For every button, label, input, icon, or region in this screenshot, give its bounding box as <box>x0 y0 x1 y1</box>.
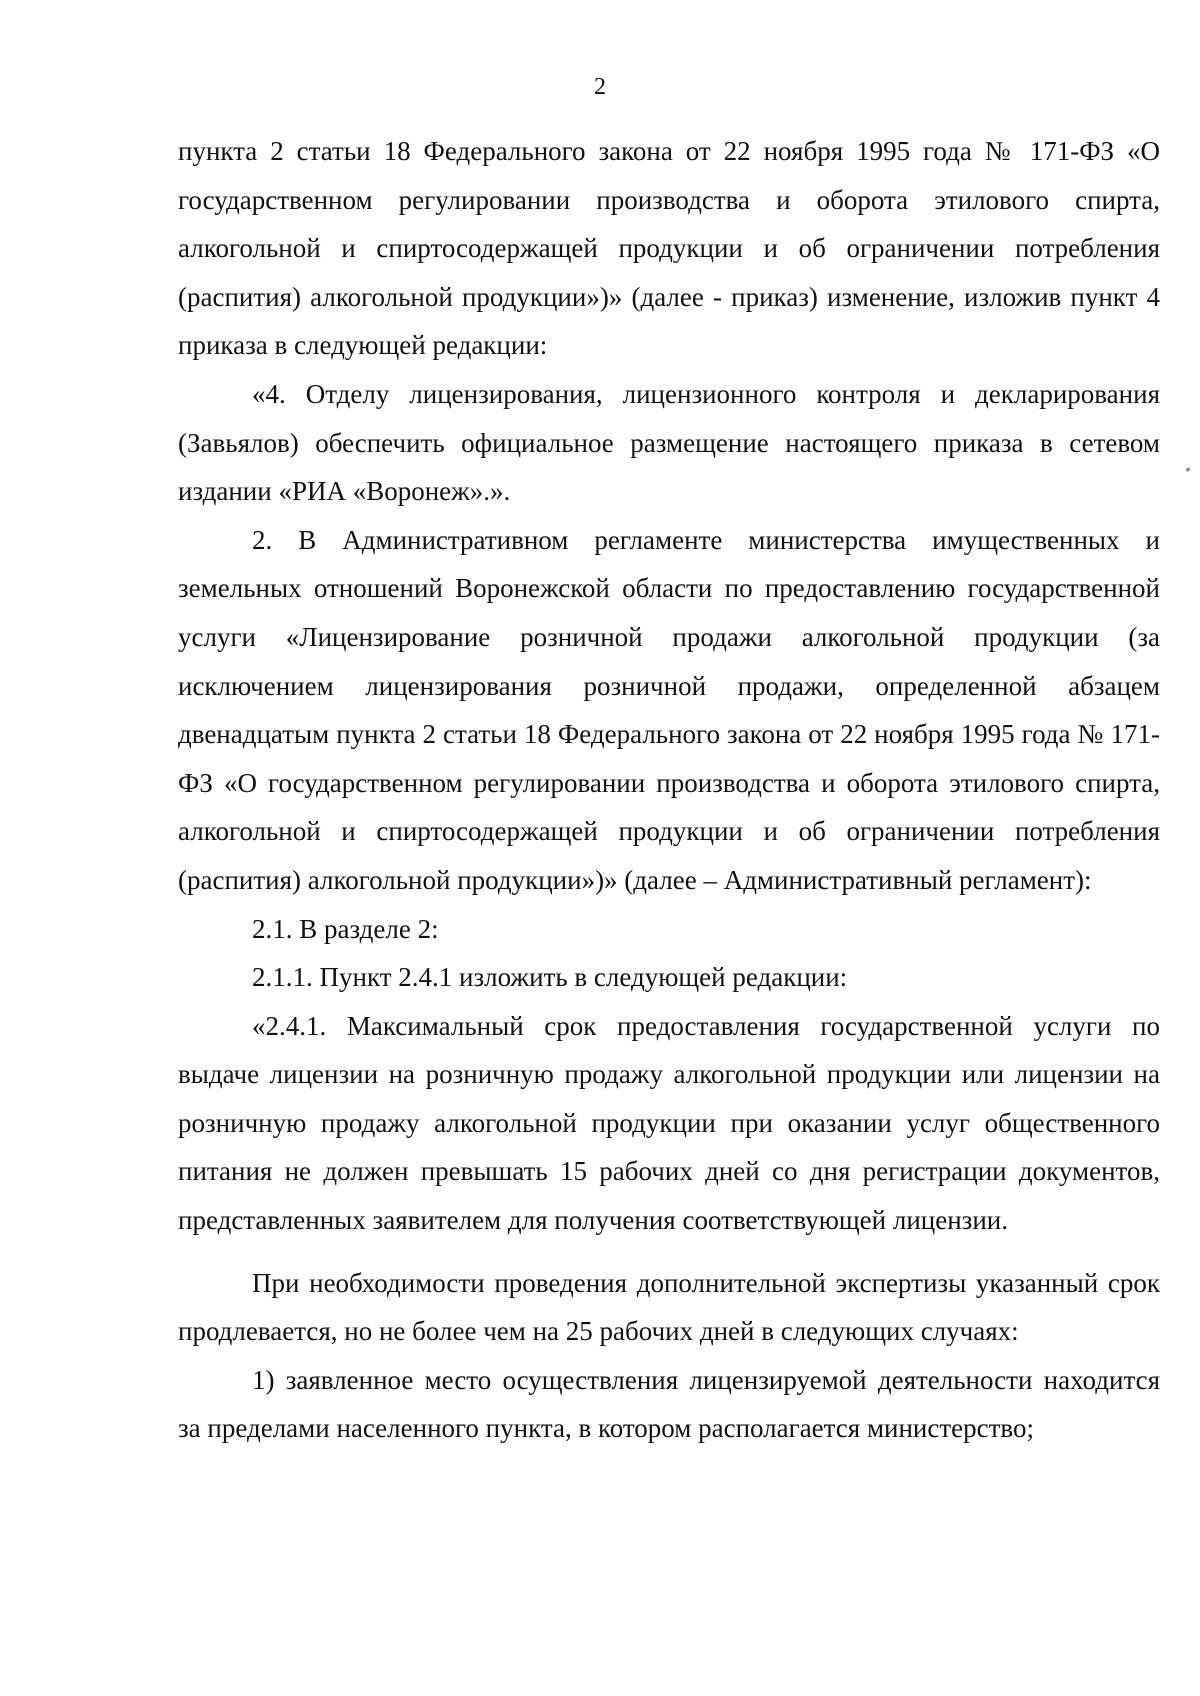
paragraph-item-2-1-1: 2.1.1. Пункт 2.4.1 изложить в следующей редакции: <box>252 962 848 993</box>
paragraph-case-1: 1) заявленное место осуществления лицензируемой деятельности находится за пределами населенного пункта, в котором располагается министерство; <box>178 1364 1160 1444</box>
scan-speck <box>1186 467 1191 472</box>
paragraph-regulation-amendment: 2. В Административном регламенте министерства имущественных и земельных отношений Воронежской области по предоставлению государственной услуги «Лицензирование розничной продажи алкогольной продукции (за исключением лицензирования розничной продажи, определенной абзацем двенадцатым пункта 2 статьи 18 Федерального закона от 22 ноября 1995 года № 171-ФЗ «О государственном регулировании производства и оборота этилового спирта, алкогольной и спиртосодержащей продукции и об ограничении потребления (распития) алкогольной продукции»)» (далее – Административный регламент): <box>178 524 1160 895</box>
paragraph-order-continuation: пункта 2 статьи 18 Федерального закона от 22 ноября 1995 года № 171-ФЗ «О государственном регулировании производства и оборота этилового спирта, алкогольной и спиртосодержащей продукции и об ограничении потребления (распития) алкогольной продукции»)» (далее - приказ) изменение, изложив пункт 4 приказа в следующей редакции: <box>178 136 1160 361</box>
paragraph-extension-cases: При необходимости проведения дополнительной экспертизы указанный срок продлевается, но не более чем на 25 рабочих дней в следующих случаях: <box>178 1267 1160 1347</box>
paragraph-order-point-4: «4. Отделу лицензирования, лицензионного контроля и декларирования (Завьялов) обеспечить официальное размещение настоящего приказа в сетевом издании «РИА «Воронеж».». <box>178 378 1160 507</box>
paragraph-section-2: 2.1. В разделе 2: <box>252 913 439 944</box>
paragraph-item-2-4-1: «2.4.1. Максимальный срок предоставления государственной услуги по выдаче лицензии на розничную продажу алкогольной продукции или лицензии на розничную продажу алкогольной продукции при оказании услуг общественного питания не должен превышать 15 рабочих дней со дня регистрации документов, представленных заявителем для получения соответствующей лицензии. <box>178 1010 1160 1236</box>
document-body <box>178 127 1160 1453</box>
page-number: 2 <box>594 74 606 100</box>
